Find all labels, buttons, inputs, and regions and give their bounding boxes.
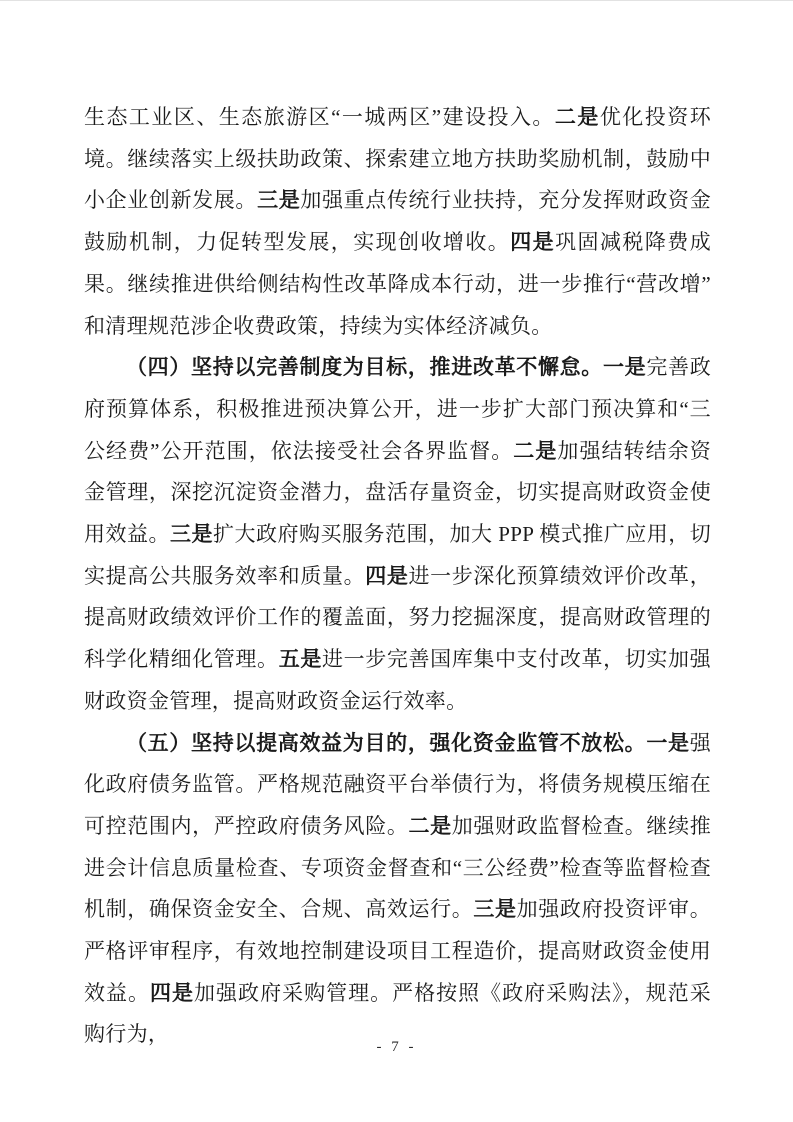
bold-text-run: 四是 <box>510 230 556 255</box>
text-run: 加强政府投资评审。严格评审程序，有效地控制建设项目工程造价，提高财政资金使用效益。 <box>84 897 711 1005</box>
text-run: 生态工业区、生态旅游区“一城两区”建设投入。 <box>84 105 555 129</box>
bold-text-run: 二是 <box>554 105 600 129</box>
text-run: 加强结转结余资金管理，深挖沉淀资金潜力，盘活存量资金，切实提高财政资金使用效益。 <box>84 438 711 547</box>
paragraph-section-4 <box>84 347 711 722</box>
document-body <box>84 97 711 1056</box>
bold-text-run: 二是 <box>513 438 558 463</box>
page-footer <box>0 1039 793 1056</box>
bold-text-run: 三是 <box>257 188 301 213</box>
bold-text-run: 四是 <box>365 563 409 588</box>
paragraph-continuation <box>84 97 711 347</box>
text-run: 完善政府预算体系，积极推进预决算公开，进一步扩大部门预决算和“三公经费”公开范围，依法接受社会各界监督。 <box>84 355 711 463</box>
bold-text-run: 五是 <box>278 647 322 672</box>
paragraph-section-5 <box>84 723 711 1057</box>
text-run: 扩大政府购买服务范围，加大 PPP 模式推广应用，切实提高公共服务效率和质量。 <box>84 522 712 588</box>
bold-text-run: 二是 <box>408 813 452 838</box>
text-run: 加强财政监督检查。继续推进会计信息质量检查、专项资金督查和“三公经费”检查等监督检查机制，确保资金安全、合规、高效运行。 <box>84 813 711 922</box>
bold-text-run: （四）坚持以完善制度为目标，推进改革不懈怠。一是 <box>126 355 647 380</box>
bold-text-run: 三是 <box>170 522 214 547</box>
text-run: 优化投资环境。继续落实上级扶助政策、探索建立地方扶助奖励机制，鼓励中小企业创新发展。 <box>84 105 711 213</box>
text-run: 巩固减税降费成果。继续推进供给侧结构性改革降成本行动，进一步推行“营改增”和清理规范涉企收费政策，持续为实体经济减负。 <box>84 230 711 338</box>
bold-text-run: 四是 <box>150 980 195 1005</box>
bold-text-run: 三是 <box>473 897 517 922</box>
text-run: 加强政府采购管理。严格按照《政府采购法》，规范采购行为， <box>84 980 711 1047</box>
text-run: 进一步深化预算绩效评价改革，提高财政绩效评价工作的覆盖面，努力挖掘深度，提高财政管理的科学化精细化管理。 <box>84 563 711 672</box>
bold-text-run: （五）坚持以提高效益为目的，强化资金监管不放松。一是 <box>126 730 690 755</box>
page-number: - 7 - <box>376 1039 417 1055</box>
text-run: 进一步完善国库集中支付改革，切实加强财政资金管理，提高财政资金运行效率。 <box>84 647 711 713</box>
text-run: 加强重点传统行业扶持，充分发挥财政资金鼓励机制，力促转型发展，实现创收增收。 <box>84 188 711 255</box>
text-run: 强化政府债务监管。严格规范融资平台举债行为，将债务规模压缩在可控范围内，严控政府债务风险。 <box>84 730 711 838</box>
